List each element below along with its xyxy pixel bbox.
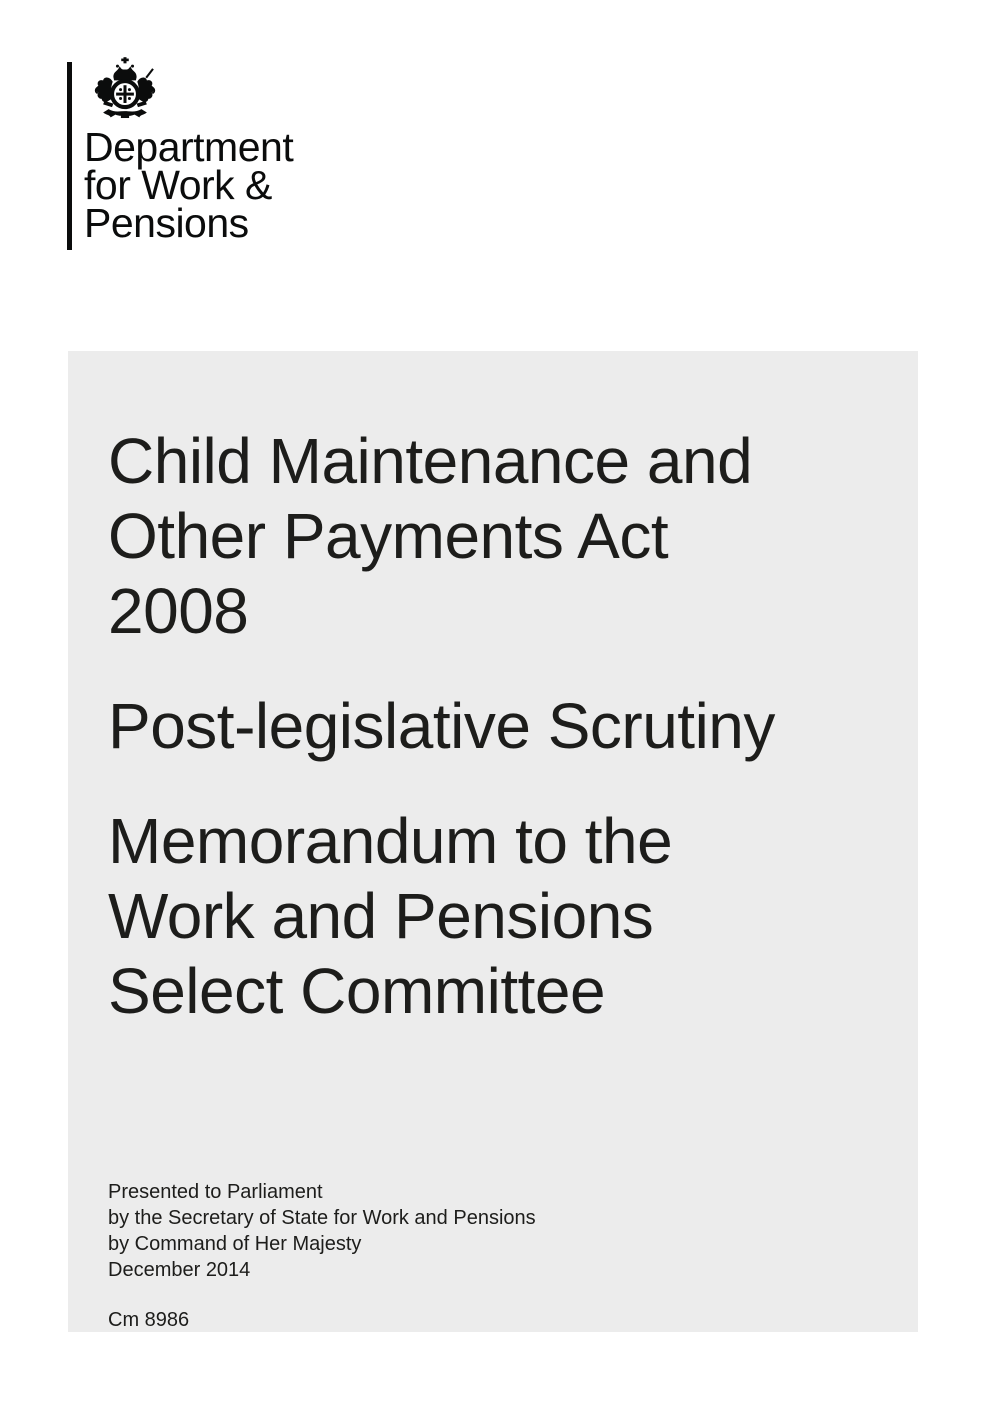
logo-text-line: Pensions — [84, 200, 249, 246]
title-line: Other Payments Act — [108, 500, 669, 572]
presented-text — [108, 1179, 878, 1283]
presented-line: by Command of Her Majesty — [108, 1233, 362, 1255]
title-line: Work and Pensions — [108, 880, 654, 952]
logo-text — [84, 124, 294, 246]
command-number: Cm 8986 — [108, 1309, 190, 1331]
presented-line: Presented to Parliament — [108, 1181, 323, 1203]
cover-title-act — [108, 424, 878, 649]
logo-text-line: for Work & — [84, 162, 272, 208]
title-line: Post-legislative Scrutiny — [108, 690, 775, 762]
cover-title-scrutiny — [108, 689, 878, 764]
logo-vertical-bar — [67, 62, 72, 250]
cover-panel — [68, 351, 918, 1332]
title-line: 2008 — [108, 575, 249, 647]
title-line: Child Maintenance and — [108, 425, 753, 497]
title-line: Select Committee — [108, 955, 606, 1027]
presented-line: December 2014 — [108, 1259, 251, 1281]
presented-line: by the Secretary of State for Work and Pensions — [108, 1207, 536, 1229]
cover-title-memorandum — [108, 804, 878, 1029]
title-line: Memorandum to the — [108, 805, 673, 877]
royal-coat-of-arms-icon — [84, 57, 166, 123]
logo-text-line: Department — [84, 124, 294, 170]
